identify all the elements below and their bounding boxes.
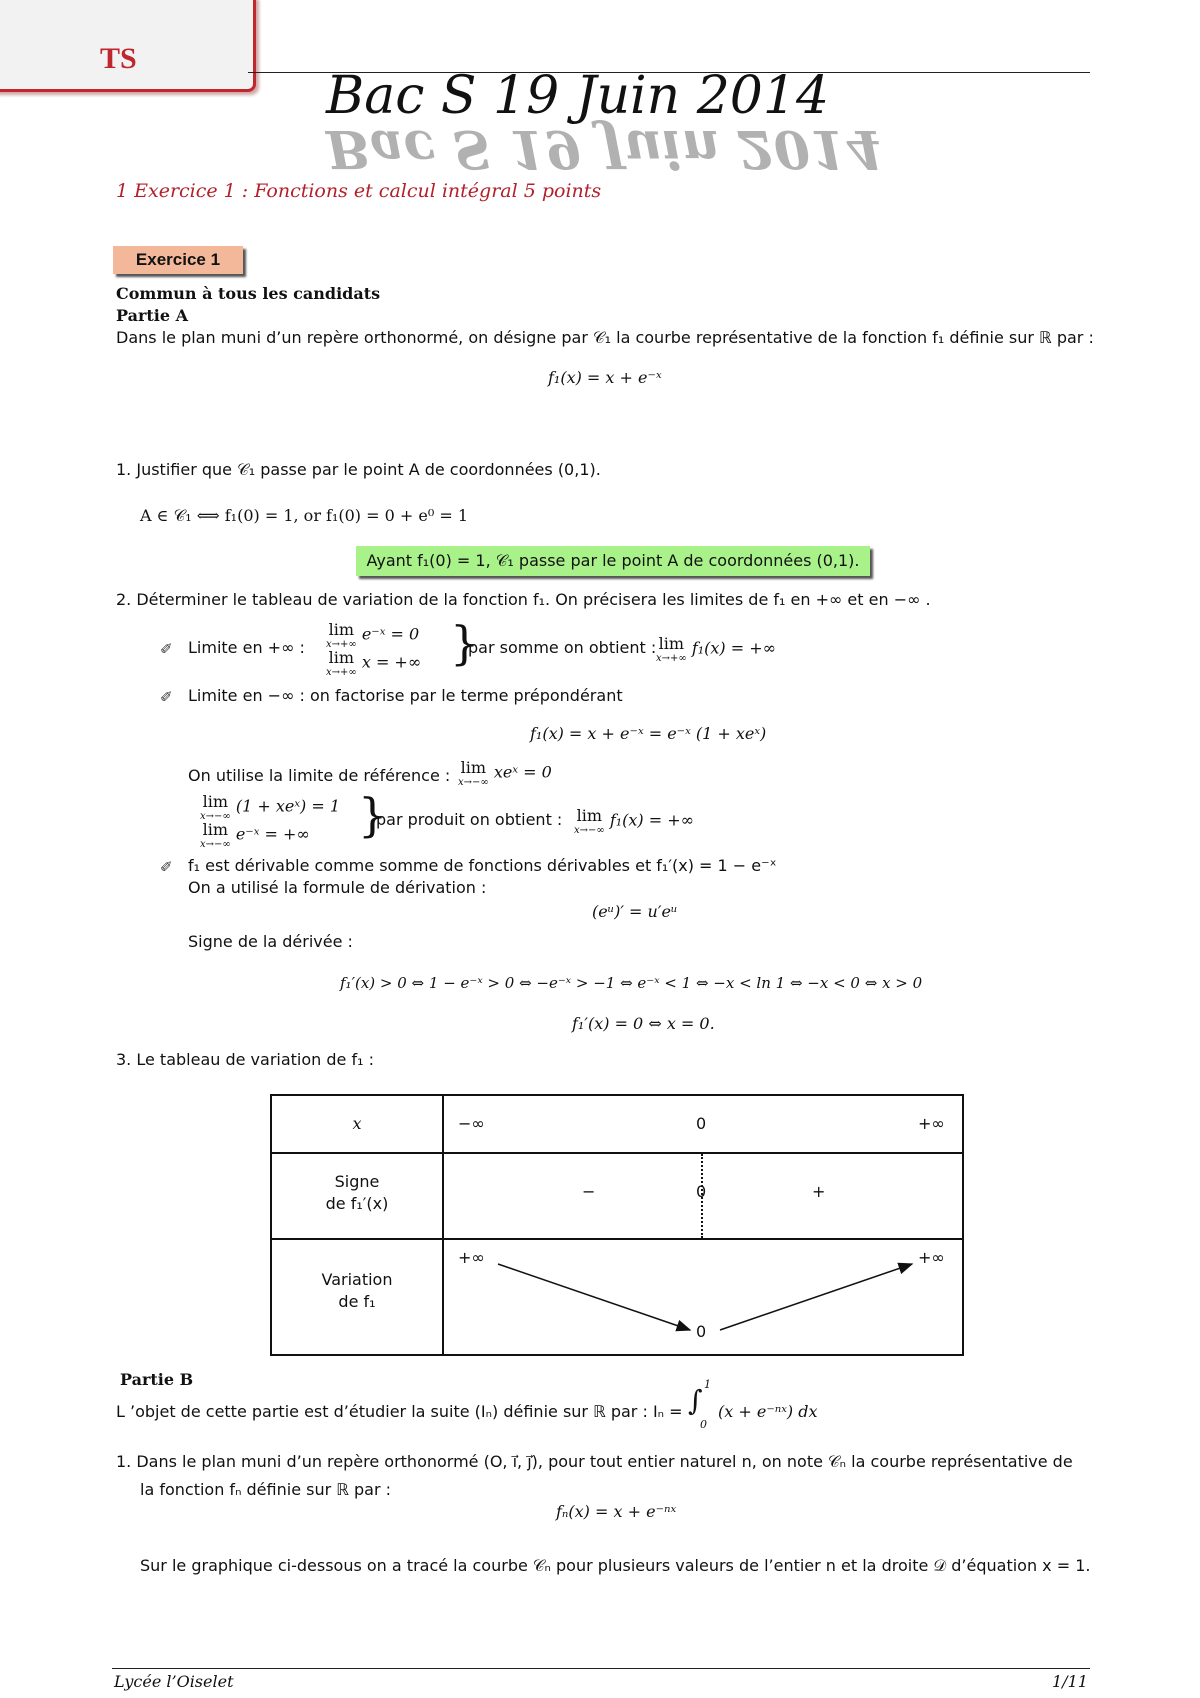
question-1-answer: A ∈ 𝒞₁ ⟺ f₁(0) = 1, or f₁(0) = 0 + e⁰ = 1: [140, 506, 469, 525]
footer-rule: [112, 1668, 1090, 1669]
derivative-formula-text: On a utilisé la formule de dérivation :: [188, 878, 487, 897]
question-1: 1. Justifier que 𝒞₁ passe par le point A de coordonnées (0,1).: [116, 460, 601, 479]
sign-value: 0: [696, 1182, 707, 1201]
part-a-title: Partie A: [116, 306, 189, 325]
part-b-question-1-cont: la fonction fₙ définie sur ℝ par :: [140, 1480, 392, 1499]
common-label: Commun à tous les candidats: [116, 284, 381, 303]
variation-arrows: [272, 1096, 962, 1354]
variation-table: [270, 1094, 964, 1356]
increasing-arrow: [720, 1264, 912, 1330]
variation-value: +∞: [458, 1248, 485, 1267]
limit-operator: lim x→−∞: [574, 806, 605, 836]
limit-operator: lim x→−∞: [458, 758, 489, 788]
reference-limit-text: On utilise la limite de référence :: [188, 766, 451, 785]
x-value: +∞: [918, 1114, 945, 1133]
limit-minus-label: Limite en −∞ : on factorise par le terme prépondérant: [188, 686, 623, 705]
limit-operator: lim x→+∞: [656, 634, 687, 664]
sign-row-label: de f₁′(x): [325, 1194, 389, 1213]
x-label: x: [352, 1114, 362, 1133]
limit-operator: lim x→−∞: [200, 792, 231, 822]
derivative-formula: (eᵘ)′ = u′eᵘ: [592, 902, 678, 921]
limit-plus-result: f₁(x) = +∞: [691, 638, 776, 658]
footer-school: Lycée l’Oiselet: [114, 1672, 234, 1691]
pencil-icon: ✐: [160, 688, 173, 706]
question-1-conclusion-box: Ayant f₁(0) = 1, 𝒞₁ passe par le point A de coordonnées (0,1).: [356, 546, 870, 576]
pencil-icon: ✐: [160, 858, 173, 876]
variation-value: +∞: [918, 1248, 945, 1267]
limit-plus-a: e⁻ˣ = 0: [361, 624, 420, 644]
limit-plus-conclusion: par somme on obtient :: [468, 638, 657, 657]
sign-zero: f₁′(x) = 0 ⇔ x = 0.: [572, 1014, 715, 1033]
sign-equivalence: f₁′(x) > 0 ⇔ 1 − e⁻ˣ > 0 ⇔ −e⁻ˣ > −1 ⇔ e⁻ˣ < 1 ⇔ −x < ln 1 ⇔ −x < 0 ⇔ x > 0: [340, 974, 923, 992]
limit-minus-a: (1 + xeˣ) = 1: [235, 796, 340, 816]
sign-value: −: [582, 1182, 596, 1201]
section-heading: 1 Exercice 1 : Fonctions et calcul intégral 5 points: [116, 180, 602, 202]
question-3: 3. Le tableau de variation de f₁ :: [116, 1050, 374, 1069]
integral-upper-bound: 1: [704, 1378, 711, 1391]
sign-value: +: [812, 1182, 826, 1201]
decreasing-arrow: [498, 1264, 690, 1330]
x-value: 0: [696, 1114, 707, 1133]
fn-definition: fₙ(x) = x + e⁻ⁿˣ: [556, 1502, 677, 1521]
exercise-badge: Exercice 1: [113, 246, 243, 274]
limit-plus-b: x = +∞: [361, 652, 422, 672]
sign-row-label: Signe: [334, 1172, 380, 1191]
limit-minus-b: e⁻ˣ = +∞: [235, 824, 310, 844]
f1-definition: f₁(x) = x + e⁻ˣ: [548, 368, 662, 387]
variation-row-label: de f₁: [338, 1292, 376, 1311]
page-title-reflection: Bac S 19 Juin 2014: [326, 118, 883, 179]
sign-title: Signe de la dérivée :: [188, 932, 353, 951]
right-brace: }: [358, 788, 388, 842]
limit-operator: lim x→+∞: [326, 648, 357, 678]
part-b-intro: L ’objet de cette partie est d’étudier la suite (Iₙ) définie sur ℝ par : Iₙ =: [116, 1402, 683, 1421]
integral-lower-bound: 0: [700, 1418, 707, 1431]
class-tag: TS: [100, 42, 137, 75]
part-b-title: Partie B: [120, 1370, 194, 1389]
limit-plus-label: Limite en +∞ :: [188, 638, 305, 657]
part-a-intro: Dans le plan muni d’un repère orthonormé, on désigne par 𝒞₁ la courbe représentative de la fonction f₁ définie sur ℝ par :: [116, 328, 1094, 347]
variation-value: 0: [696, 1322, 707, 1341]
x-value: −∞: [458, 1114, 485, 1133]
reference-limit: xeˣ = 0: [493, 762, 552, 782]
part-b-graph-caption: Sur le graphique ci-dessous on a tracé la courbe 𝒞ₙ pour plusieurs valeurs de l’entier n et la droite 𝒟 d’équation x = 1.: [140, 1556, 1091, 1575]
limit-minus-result: f₁(x) = +∞: [609, 810, 694, 830]
page-number: 1/11: [1052, 1672, 1088, 1691]
pencil-icon: ✐: [160, 640, 173, 658]
limit-operator: lim x→−∞: [200, 820, 231, 850]
factorisation: f₁(x) = x + e⁻ˣ = e⁻ˣ (1 + xeˣ): [530, 724, 767, 743]
page-title: Bac S 19 Juin 2014: [326, 66, 830, 126]
question-2: 2. Déterminer le tableau de variation de la fonction f₁. On précisera les limites de f₁ en +∞ et en −∞ .: [116, 590, 931, 609]
derivative-text: f₁ est dérivable comme somme de fonctions dérivables et f₁′(x) = 1 − e⁻ˣ: [188, 856, 777, 875]
part-b-question-1: 1. Dans le plan muni d’un repère orthonormé (O, i⃗, j⃗), pour tout entier naturel n, on note 𝒞ₙ la courbe représentative de: [116, 1452, 1073, 1471]
right-brace: }: [450, 616, 480, 670]
limit-operator: lim x→+∞: [326, 620, 357, 650]
integral-sign: ∫: [688, 1384, 703, 1417]
variation-row-label: Variation: [321, 1270, 393, 1289]
integrand: (x + e⁻ⁿˣ) dx: [718, 1402, 818, 1421]
limit-minus-conclusion: par produit on obtient :: [376, 810, 563, 829]
